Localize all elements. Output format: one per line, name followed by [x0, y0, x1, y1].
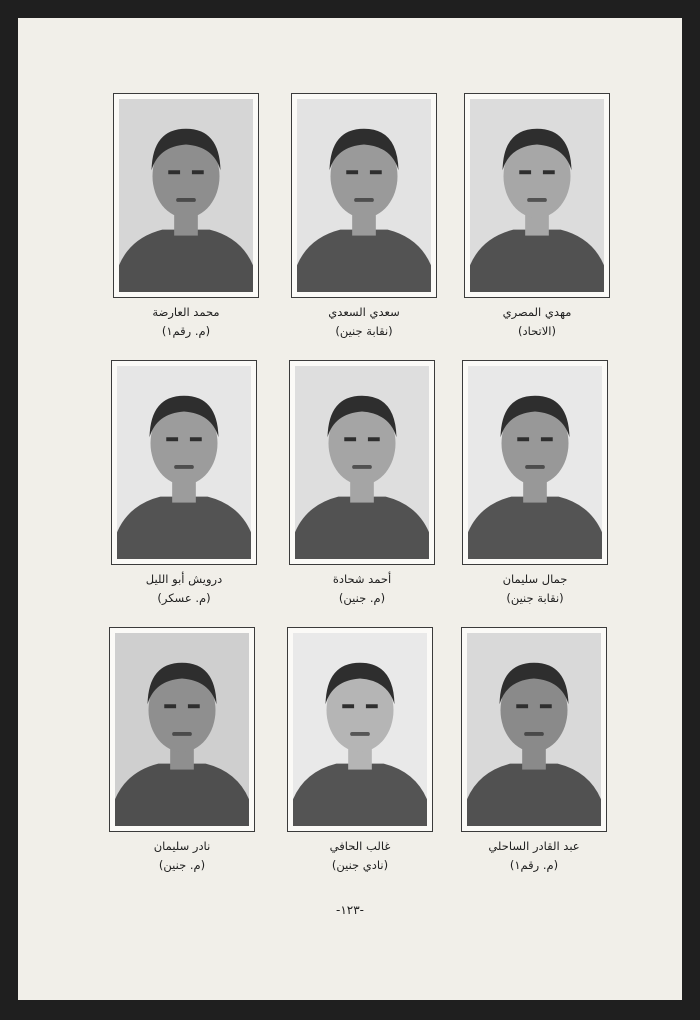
- caption: [442, 570, 628, 608]
- person-name: محمد العارضة: [152, 305, 220, 319]
- person-name: درويش أبو الليل: [145, 572, 223, 586]
- person-portrait-icon: [117, 366, 251, 559]
- person-affiliation: (م. رقم١): [161, 324, 211, 338]
- person-portrait-icon: [295, 366, 429, 559]
- caption: [271, 303, 457, 341]
- caption: [267, 837, 453, 875]
- person-affiliation: (م. جنين): [338, 591, 386, 605]
- person-portrait-icon: [293, 633, 427, 826]
- caption: [269, 570, 455, 608]
- person-affiliation: (نقابة جنين): [335, 324, 393, 338]
- person-name: أحمد شحادة: [332, 572, 392, 586]
- person-affiliation: (م. جنين): [158, 858, 206, 872]
- person-name: مهدي المصري: [502, 305, 572, 319]
- portrait-frame: [461, 627, 607, 832]
- person-portrait-icon: [468, 366, 602, 559]
- caption: [441, 837, 627, 875]
- person-portrait-icon: [467, 633, 601, 826]
- person-affiliation: (م. رقم١): [509, 858, 559, 872]
- person-affiliation: (نقابة جنين): [506, 591, 564, 605]
- portrait-frame: [111, 360, 257, 565]
- portrait-frame: [291, 93, 437, 298]
- caption: [89, 837, 275, 875]
- document-page: [18, 18, 682, 1000]
- caption: [91, 570, 277, 608]
- person-name: جمال سليمان: [502, 572, 568, 586]
- portrait-frame: [464, 93, 610, 298]
- person-affiliation: (نادي جنين): [331, 858, 389, 872]
- person-affiliation: (م. عسكر): [157, 591, 211, 605]
- portrait-frame: [462, 360, 608, 565]
- person-affiliation: (الاتحاد): [518, 324, 556, 338]
- caption: [444, 303, 630, 341]
- person-name: نادر سليمان: [153, 839, 211, 853]
- person-portrait-icon: [119, 99, 253, 292]
- person-name: عبد القادر الساحلي: [488, 839, 580, 853]
- caption: [93, 303, 279, 341]
- person-portrait-icon: [470, 99, 604, 292]
- person-portrait-icon: [115, 633, 249, 826]
- portrait-frame: [289, 360, 435, 565]
- page-number: -١٢٣-: [335, 903, 365, 917]
- portrait-frame: [287, 627, 433, 832]
- portrait-frame: [109, 627, 255, 832]
- portrait-frame: [113, 93, 259, 298]
- person-name: غالب الحافي: [329, 839, 391, 853]
- person-portrait-icon: [297, 99, 431, 292]
- person-name: سعدي السعدي: [328, 305, 400, 319]
